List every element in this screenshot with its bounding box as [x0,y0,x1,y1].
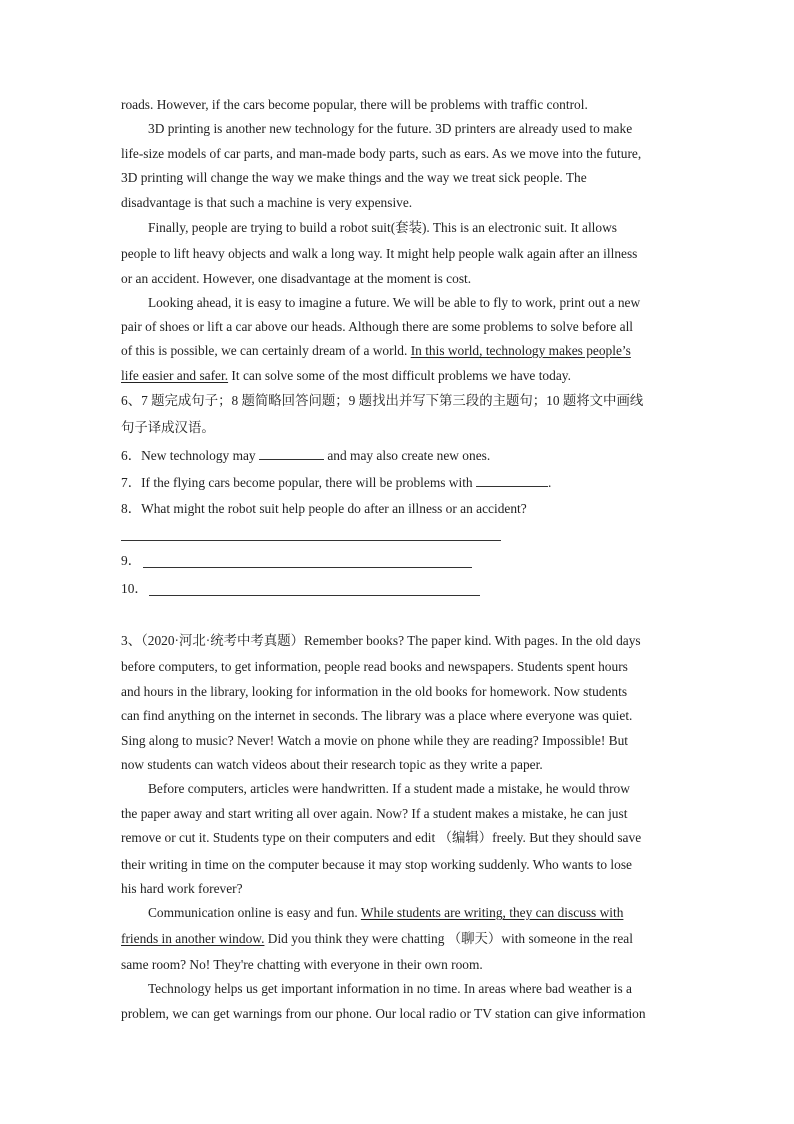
underlined-sentence: While students are writing, they can discuss with [360,905,624,920]
question-text: . [547,475,552,490]
question-text: 6．New technology may [121,448,256,463]
passage-line: Before computers, articles were handwritten. If a student made a mistake, he would throw [148,781,630,796]
passage-line [121,931,633,947]
passage-line: Sing along to music? Never! Watch a movie on phone while they are reading? Impossible! But [121,733,629,748]
question-7 [121,474,551,491]
passage-line: pair of shoes or lift a car above our heads. Although there are some problems to solve before all [121,319,634,334]
passage-line: people to lift heavy objects and walk a long way. It might help people walk again after an illness [121,246,638,261]
passage-line: Finally, people are trying to build a robot suit(套装). This is an electronic suit. It allows [148,220,617,235]
passage-text: of this is possible, we can certainly dream of a world. [121,343,411,358]
question-text: 7．If the flying cars become popular, there will be problems with [121,475,473,490]
passage-text: Communication online is easy and fun. [148,905,361,920]
passage-line: 3、（2020·河北·统考中考真题）Remember books? The paper kind. With pages. In the old days [121,633,641,648]
passage-line: before computers, to get information, people read books and newspapers. Students spent hours [121,659,628,674]
passage-line: same room? No! They're chatting with everyone in their own room. [121,957,483,972]
passage-line: 3D printing will change the way we make things and the way we treat sick people. The [121,170,587,185]
passage-line: his hard work forever? [121,881,243,896]
passage-line: 3D printing is another new technology for the future. 3D printers are already used to make [148,121,633,136]
passage-line: the paper away and start writing all over again. Now? If a student makes a mistake, he can just [121,806,628,821]
answer-blank[interactable] [476,474,548,487]
passage-line: disadvantage is that such a machine is very expensive. [121,195,413,210]
passage-line: and hours in the library, looking for information in the old books for homework. Now students [121,684,628,699]
passage-line: life-size models of car parts, and man-made body parts, such as ears. As we move into the future, [121,146,642,161]
passage-text: Did you think they were chatting （聊天）with someone in the real [264,931,633,946]
passage-line: problem, we can get warnings from our phone. Our local radio or TV station can give information [121,1006,646,1021]
question-9-label: 9． [121,553,142,568]
underlined-sentence: life easier and safer. [121,368,229,383]
passage-text: It can solve some of the most difficult problems we have today. [228,368,571,383]
passage-line: remove or cut it. Students type on their computers and edit （编辑）freely. But they should save [121,830,642,845]
underlined-sentence: In this world, technology makes people’s [410,343,631,358]
passage-line: now students can watch videos about their research topic as they write a paper. [121,757,543,772]
underlined-sentence: friends in another window. [121,931,265,946]
passage-line [121,343,631,359]
instructions-line: 6、7 题完成句子；8 题简略回答问题；9 题找出并写下第三段的主题句；10 题将文中画线 [121,393,644,408]
passage-line: Technology helps us get important information in no time. In areas where bad weather is a [148,981,632,996]
question-10-label: 10． [121,581,148,596]
passage-line [148,905,623,921]
answer-line-9[interactable] [143,567,472,568]
answer-line-10[interactable] [149,595,480,596]
question-text: and may also create new ones. [327,448,491,463]
question-8: 8．What might the robot suit help people do after an illness or an accident? [121,501,527,516]
answer-line-8[interactable] [121,540,501,541]
passage-line: or an accident. However, one disadvantage at the moment is cost. [121,271,472,286]
passage-line: Looking ahead, it is easy to imagine a future. We will be able to fly to work, print out a new [148,295,641,310]
question-6 [121,447,490,464]
instructions-line: 句子译成汉语。 [121,420,215,435]
answer-blank[interactable] [259,447,324,460]
passage-line: can find anything on the internet in seconds. The library was a place where everyone was quiet. [121,708,633,723]
passage-line: their writing in time on the computer because it may stop working suddenly. Who wants to lose [121,857,632,872]
passage-line [121,368,571,384]
passage-line: roads. However, if the cars become popular, there will be problems with traffic control. [121,97,588,112]
